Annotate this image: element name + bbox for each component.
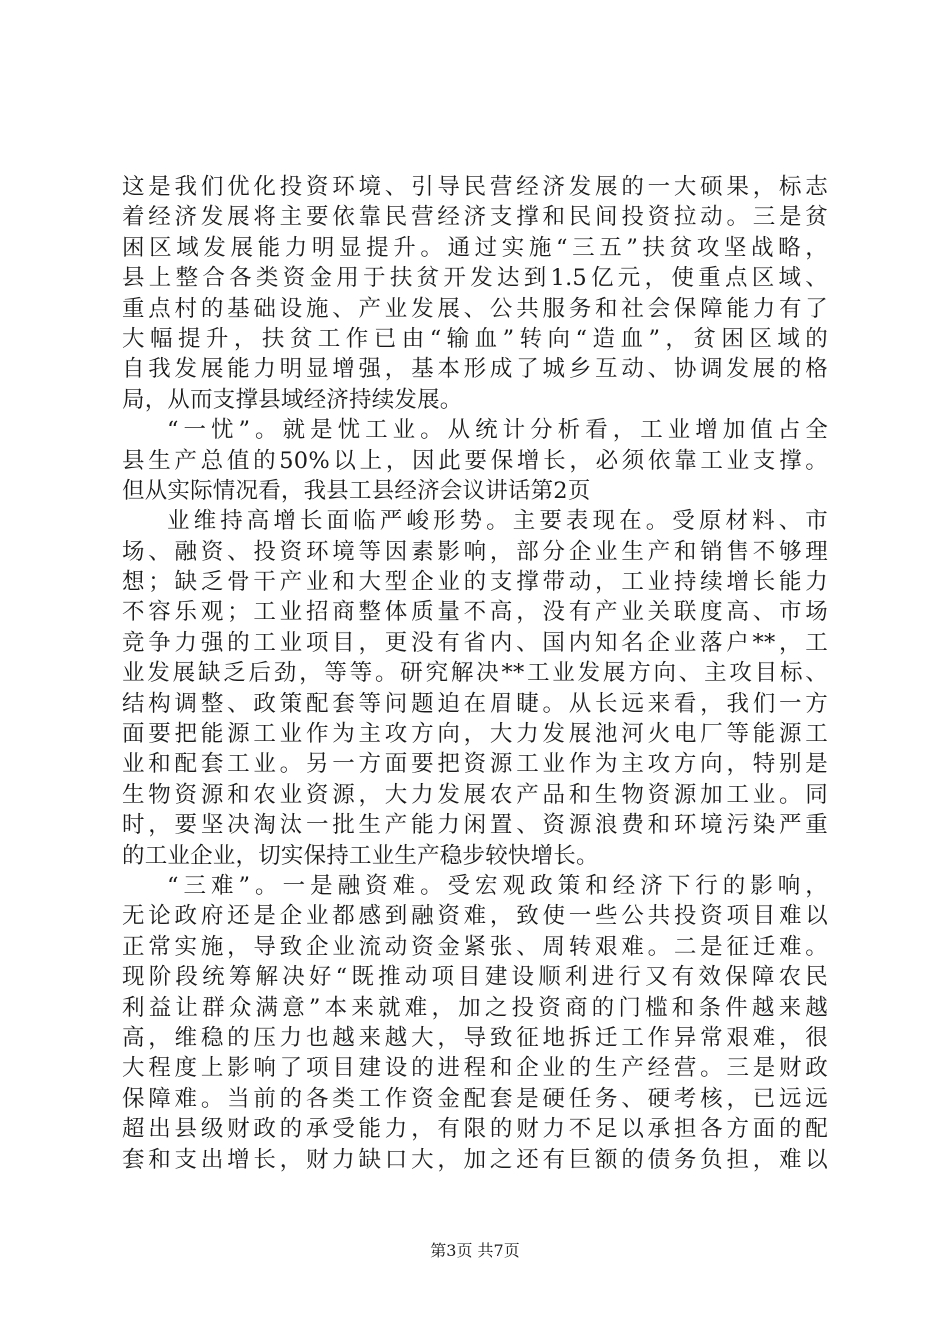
page-footer [0, 1241, 950, 1261]
text-line: 但从实际情况看，我县工县经济会议讲话第2页 [122, 477, 591, 504]
text-line: 高，维稳的压力也越来越大，导致征地拆迁工作异常艰难，很 [122, 1024, 828, 1051]
text-line: 大程度上影响了项目建设的进程和企业的生产经营。三是财政 [122, 1055, 828, 1082]
text-line: “一忧”。就是忧工业。从统计分析看，工业增加值占全 [167, 417, 828, 444]
text-line: 现阶段统筹解决好“既推动项目建设顺利进行又有效保障农民 [122, 964, 828, 991]
text-line: 着经济发展将主要依靠民营经济支撑和民间投资拉动。三是贫 [122, 204, 828, 231]
text-line: 局，从而支撑县域经济持续发展。 [122, 386, 463, 413]
text-line: 套和支出增长，财力缺口大，加之还有巨额的债务负担，难以 [122, 1146, 828, 1173]
text-line: 业发展缺乏后劲，等等。研究解决**工业发展方向、主攻目标、 [122, 660, 828, 687]
body-text [122, 172, 828, 1175]
text-line: 利益让群众满意”本来就难，加之投资商的门槛和条件越来越 [122, 994, 828, 1021]
text-line: 业和配套工业。另一方面要把资源工业作为主攻方向，特别是 [122, 751, 828, 778]
text-line: 竞争力强的工业项目，更没有省内、国内知名企业落户**，工 [122, 629, 828, 656]
text-line: 重点村的基础设施、产业发展、公共服务和社会保障能力有了 [122, 295, 828, 322]
text-line: 这是我们优化投资环境、引导民营经济发展的一大硕果，标志 [122, 174, 828, 200]
page-number-label: 第3页 共7页 [430, 1241, 520, 1260]
text-line: 保障难。当前的各类工作资金配套是硬任务、硬考核，已远远 [122, 1085, 828, 1112]
text-line: 正常实施，导致企业流动资金紧张、周转艰难。二是征迁难。 [122, 933, 828, 960]
text-line: 超出县级财政的承受能力，有限的财力不足以承担各方面的配 [122, 1116, 828, 1143]
text-line: 的工业企业，切实保持工业生产稳步较快增长。 [122, 842, 599, 869]
text-line: 结构调整、政策配套等问题迫在眉睫。从长远来看，我们一方 [122, 690, 828, 717]
text-line: 面要把能源工业作为主攻方向，大力发展池河火电厂等能源工 [122, 721, 828, 748]
text-line: 生物资源和农业资源，大力发展农产品和生物资源加工业。同 [122, 781, 828, 808]
text-line: 自我发展能力明显增强，基本形成了城乡互动、协调发展的格 [122, 356, 828, 383]
text-line: 时，要坚决淘汰一批生产能力闲置、资源浪费和环境污染严重 [122, 812, 828, 839]
text-line: 无论政府还是企业都感到融资难，致使一些公共投资项目难以 [122, 903, 828, 930]
text-line: “三难”。一是融资难。受宏观政策和经济下行的影响， [167, 872, 828, 899]
text-line: 不容乐观；工业招商整体质量不高，没有产业关联度高、市场 [122, 599, 828, 626]
text-line: 困区域发展能力明显提升。通过实施“三五”扶贫攻坚战略， [122, 234, 828, 261]
text-line: 想；缺乏骨干产业和大型企业的支撑带动，工业持续增长能力 [122, 569, 828, 596]
text-line: 县生产总值的50%以上，因此要保增长，必须依靠工业支撑。 [122, 447, 828, 474]
text-line: 场、融资、投资环境等因素影响，部分企业生产和销售不够理 [122, 538, 828, 565]
text-line: 业维持高增长面临严峻形势。主要表现在。受原材料、市 [167, 508, 828, 535]
text-line: 县上整合各类资金用于扶贫开发达到1.5亿元，使重点区域、 [122, 265, 828, 292]
text-line: 大幅提升，扶贫工作已由“输血”转向“造血”，贫困区域的 [122, 325, 828, 352]
